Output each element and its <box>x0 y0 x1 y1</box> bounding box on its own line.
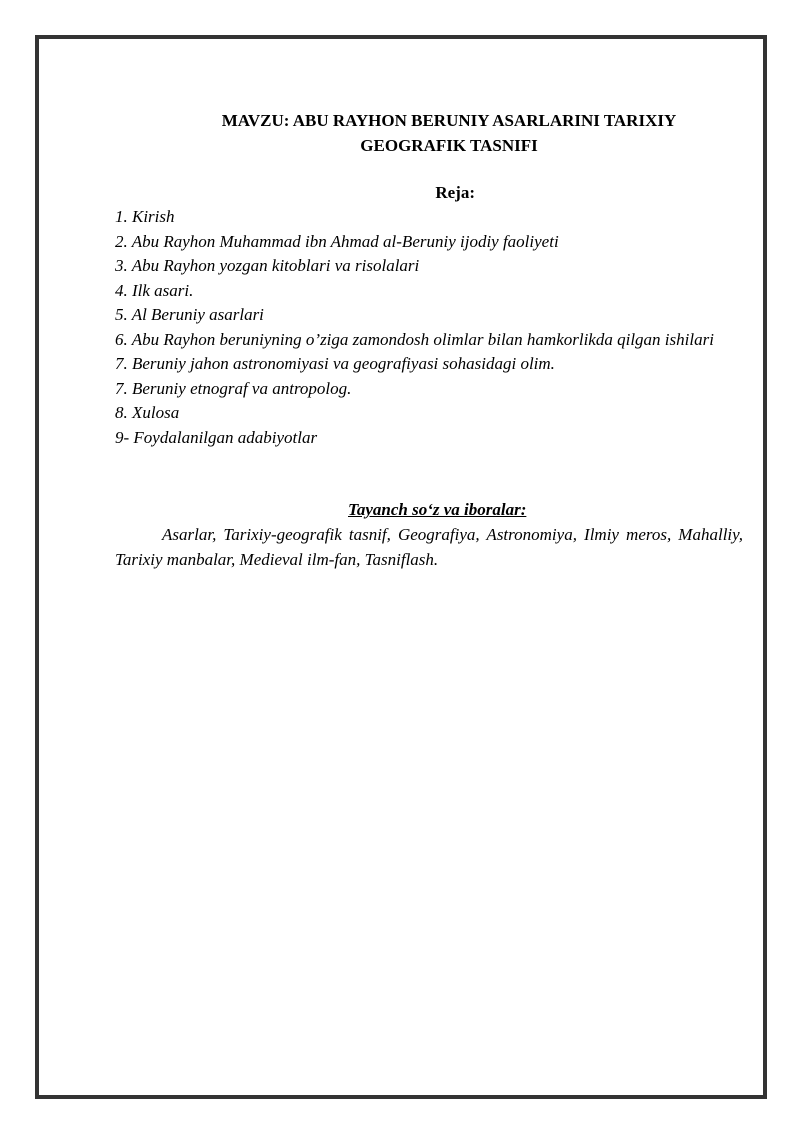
plan-item-4: 4. Ilk asari. <box>115 280 194 300</box>
plan-item-7b: 7. Beruniy etnograf va antropolog. <box>115 378 352 398</box>
keywords-heading: Tayanch so‘z va iboralar: <box>348 500 527 519</box>
plan-item-1: 1. Kirish <box>115 207 175 226</box>
plan-list <box>115 205 743 450</box>
plan-heading: Reja: <box>435 183 475 202</box>
title-line-1: MAVZU: ABU RAYHON BERUNIY ASARLARINI TARIXIY <box>221 111 677 130</box>
plan-item-5: 5. Al Beruniy asarlari <box>115 305 264 324</box>
document-title <box>115 108 743 158</box>
plan-item-2: 2. Abu Rayhon Muhammad ibn Ahmad al-Beruniy ijodiy faoliyeti <box>115 231 559 251</box>
document-content <box>115 108 743 572</box>
plan-item-9: 9- Foydalanilgan adabiyotlar <box>115 427 318 447</box>
title-line-2: GEOGRAFIK TASNIFI <box>360 136 538 155</box>
plan-item-3: 3. Abu Rayhon yozgan kitoblari va risolalari <box>115 256 420 275</box>
plan-item-8: 8. Xulosa <box>115 403 180 422</box>
keywords-text: Asarlar, Tarixiy-geografik tasnif, Geografiya, Astronomiya, Ilmiy meros, Mahalliy, Tarixiy manbalar, Medieval ilm-fan, Tasniflash. <box>115 525 743 569</box>
plan-item-7a: 7. Beruniy jahon astronomiyasi va geografiyasi sohasidagi olim. <box>115 354 555 373</box>
plan-item-6: 6. Abu Rayhon beruniyning o’ziga zamondosh olimlar bilan hamkorlikda qilgan ishilari <box>115 329 714 349</box>
